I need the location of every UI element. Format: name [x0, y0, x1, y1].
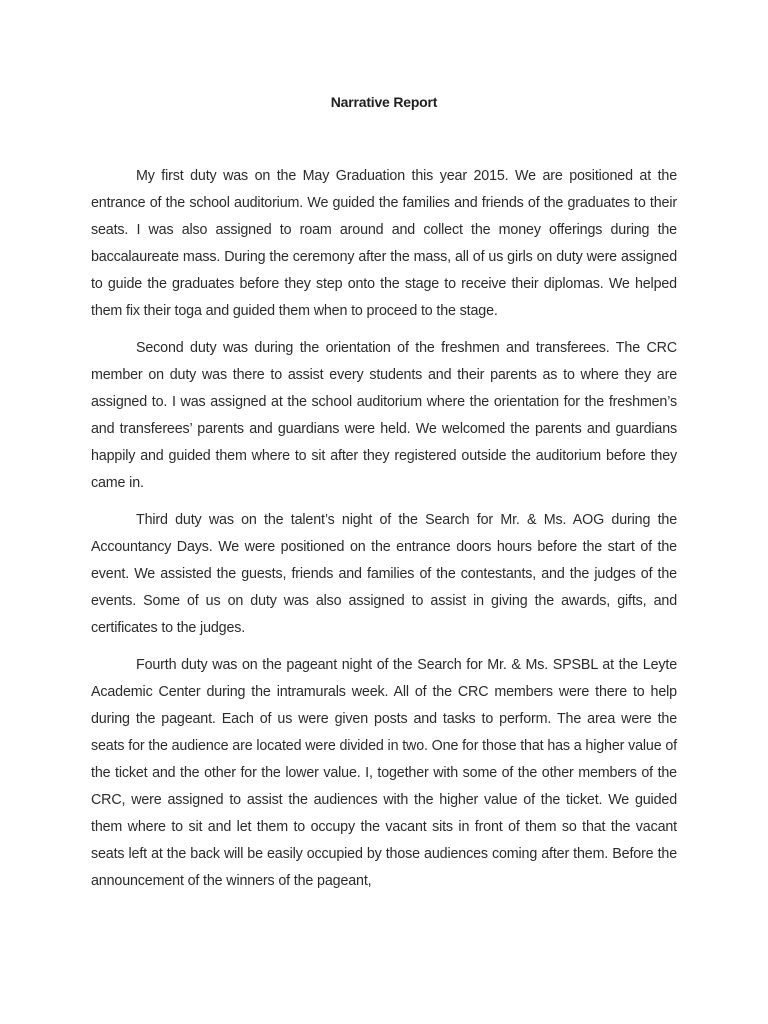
- paragraph-third-duty: Third duty was on the talent’s night of the Search for Mr. & Ms. AOG during the Accountancy Days. We were positioned on the entrance doors hours before the start of the event. We assisted the guests, friends and families of the contestants, and the judges of the events. Some of us on duty was also assigned to assist in giving the awards, gifts, and certificates to the judges.: [91, 512, 677, 636]
- paragraph-first-duty: My first duty was on the May Graduation this year 2015. We are positioned at the entrance of the school auditorium. We guided the families and friends of the graduates to their seats. I was also assigned to roam around and collect the money offerings during the baccalaureate mass. During the ceremony after the mass, all of us girls on duty were assigned to guide the graduates before they step onto the stage to receive their diplomas. We helped them fix their toga and guided them when to proceed to the stage.: [91, 168, 677, 319]
- paragraph-second-duty: Second duty was during the orientation of the freshmen and transferees. The CRC member on duty was there to assist every students and their parents as to where they are assigned to. I was assigned at the school auditorium where the orientation for the freshmen’s and transferees’ parents and guardians were held. We welcomed the parents and guardians happily and guided them where to sit after they registered outside the auditorium before they came in.: [91, 340, 677, 491]
- paragraph-fourth-duty: Fourth duty was on the pageant night of the Search for Mr. & Ms. SPSBL at the Leyte Academic Center during the intramurals week. All of the CRC members were there to help during the pageant. Each of us were given posts and tasks to perform. The area were the seats for the audience are located were divided in two. One for those that has a higher value of the ticket and the other for the lower value. I, together with some of the other members of the CRC, were assigned to assist the audiences with the higher value of the ticket. We guided them where to sit and let them to occupy the vacant sits in front of them so that the vacant seats left at the back will be easily occupied by those audiences coming after them. Before the announcement of the winners of the pageant,: [91, 657, 677, 889]
- document-page: [91, 92, 677, 905]
- document-title: Narrative Report: [330, 94, 438, 110]
